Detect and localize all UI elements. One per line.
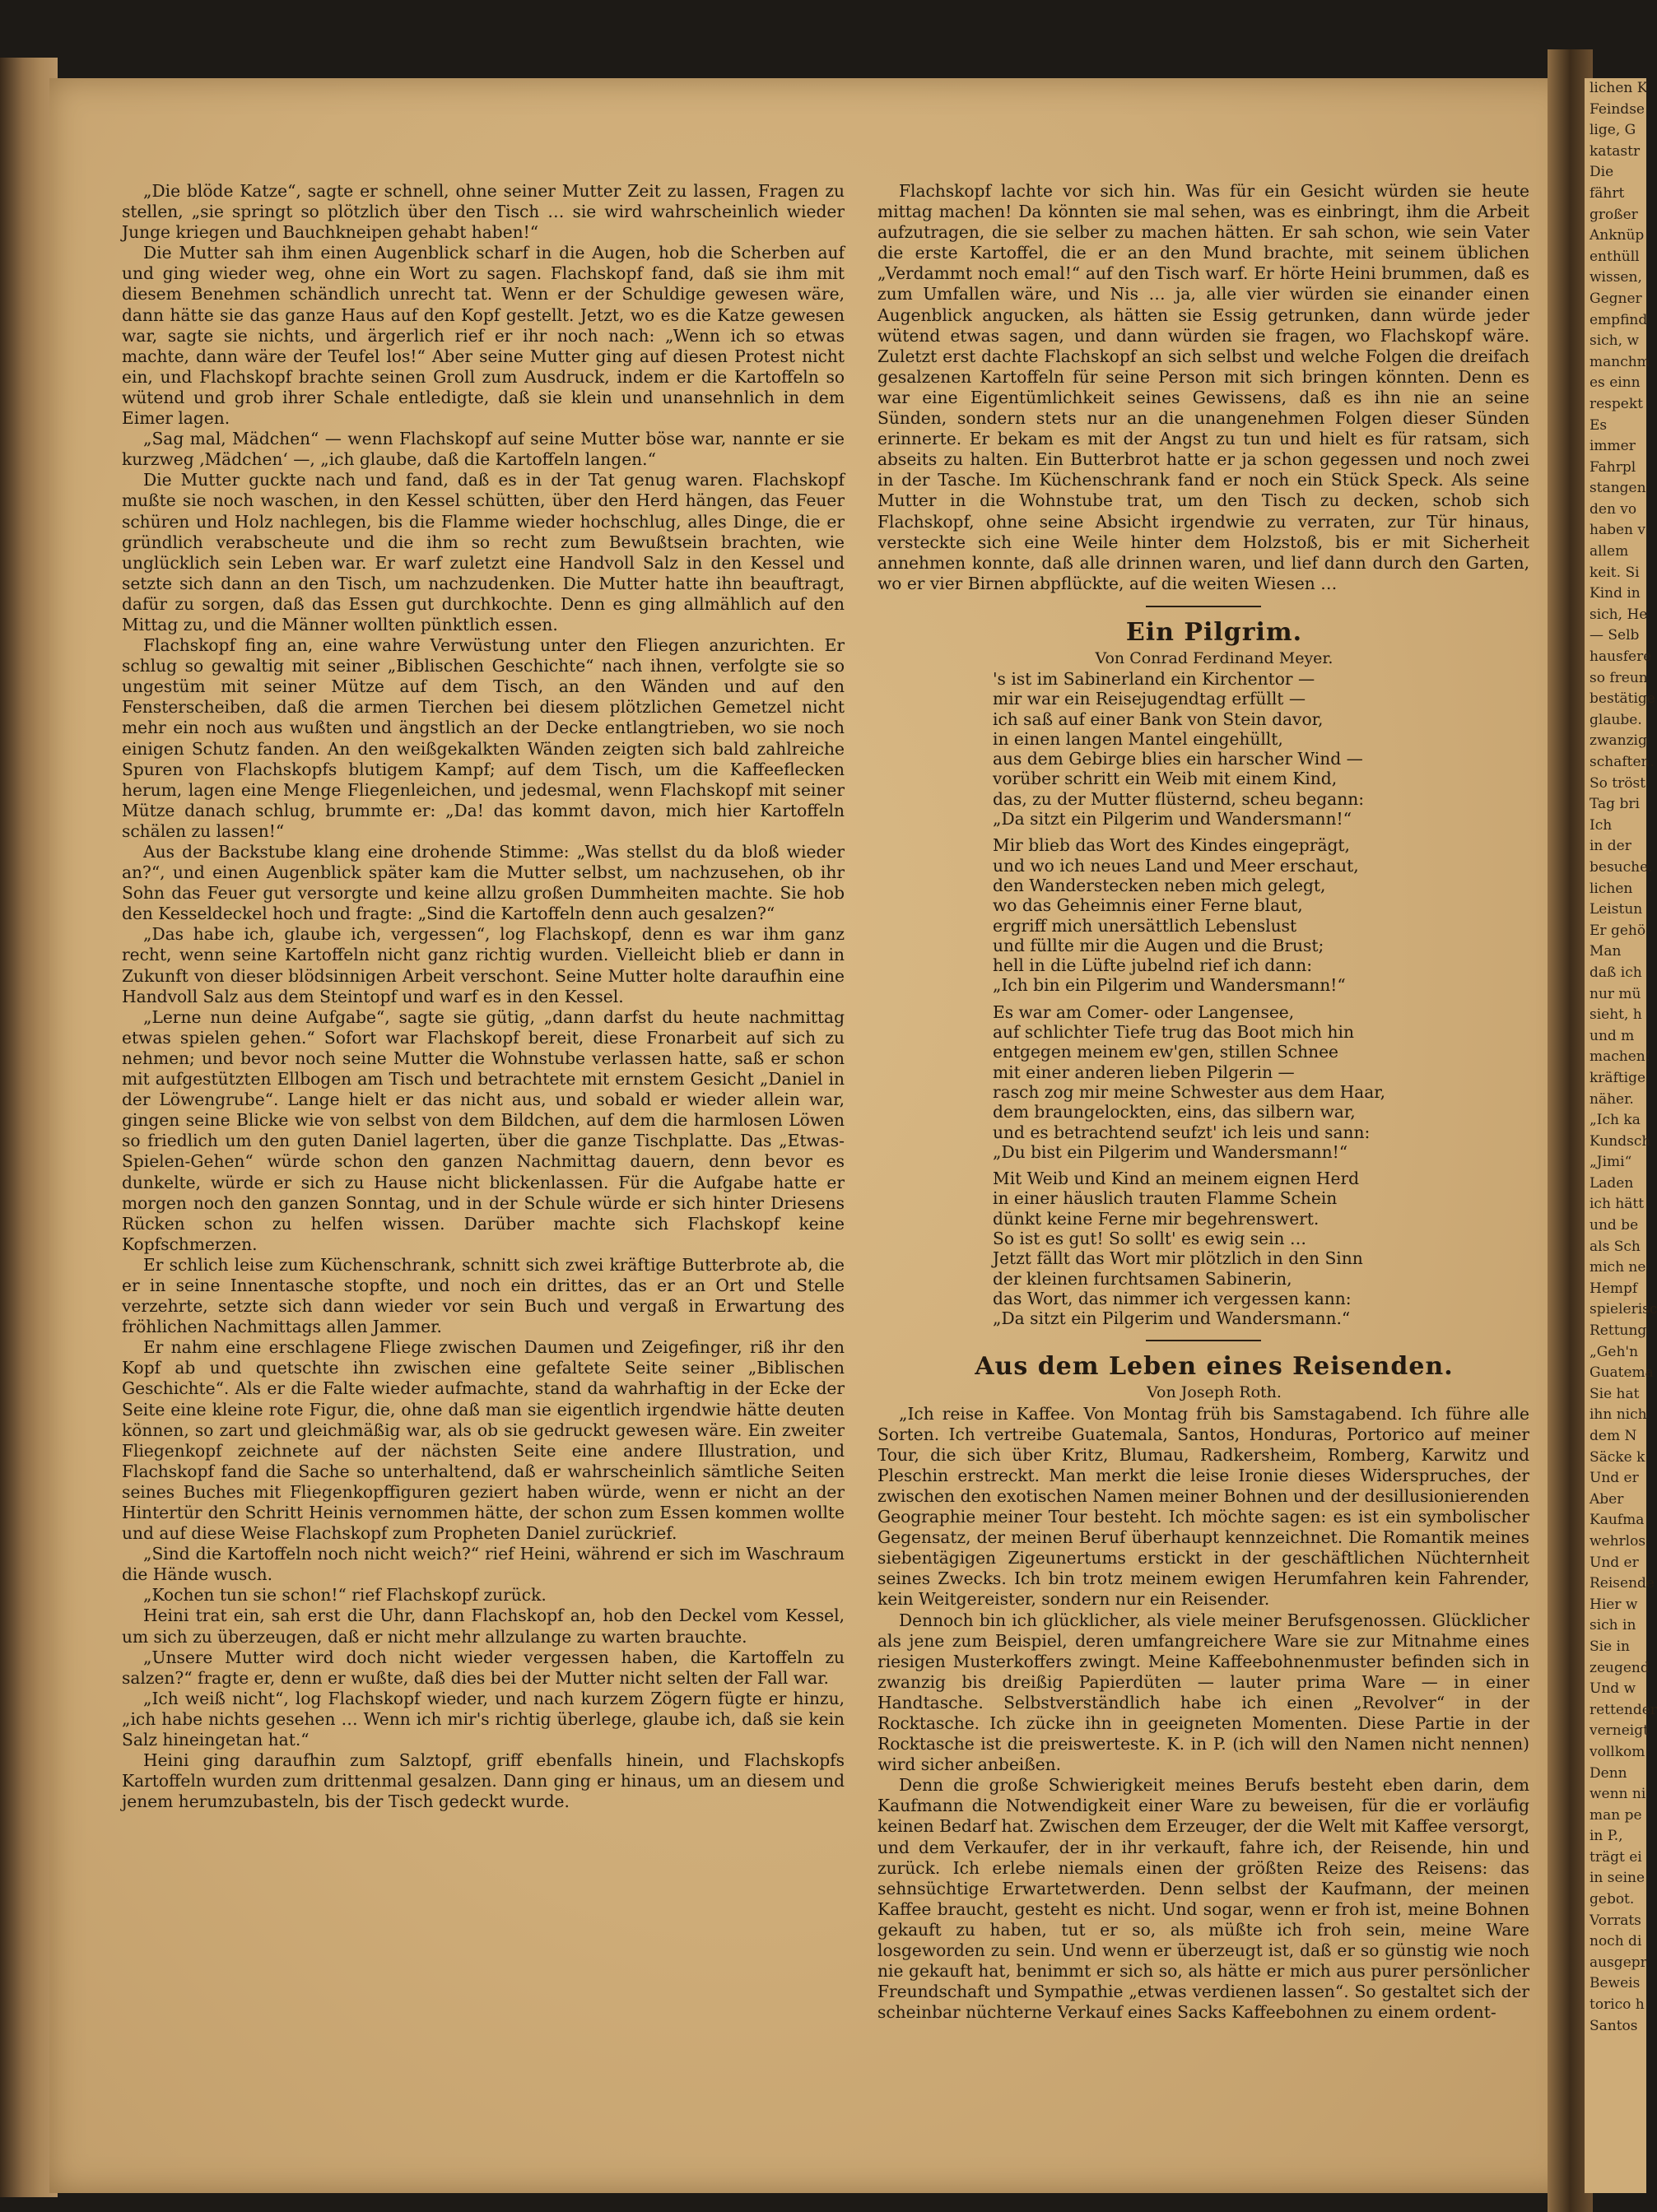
next-page-line: wehrlos: [1590, 1532, 1646, 1550]
poem-byline: Von Conrad Ferdinand Meyer.: [1095, 648, 1334, 667]
next-page-line: fährt: [1590, 184, 1625, 202]
separator-rule: [1146, 606, 1261, 607]
poem-line: Jetzt fällt das Wort mir plötzlich in den Sinn: [993, 1248, 1363, 1269]
poem-stanza: [993, 669, 1529, 829]
poem-line: und füllte mir die Augen und die Brust;: [993, 935, 1324, 955]
next-page-line: lichen: [1590, 880, 1633, 897]
next-page-line: Tag bri: [1590, 796, 1640, 813]
next-page-line: Rettung: [1590, 1322, 1647, 1340]
next-page-line: daß ich: [1590, 964, 1642, 981]
next-page-line: Und w: [1590, 1680, 1636, 1698]
next-page-line: kräftige: [1590, 1069, 1646, 1086]
next-page-line: Beweis: [1590, 1975, 1641, 1992]
poem-line: 's ist im Sabinerland ein Kirchentor —: [993, 668, 1315, 689]
next-page-line: keit. Si: [1590, 564, 1640, 581]
next-page-line: Guatema: [1590, 1364, 1654, 1382]
paragraph: „Kochen tun sie schon!“ rief Flachskopf zurück.: [143, 1585, 547, 1606]
next-page-line: und be: [1590, 1217, 1639, 1234]
poem-line: Mir blieb das Wort des Kindes eingeprägt,: [993, 835, 1350, 856]
paragraph: Flachskopf fing an, eine wahre Verwüstung unter den Fliegen anzurichten. Er schlug so gewaltig mit seiner „Biblischen Geschichte“ nach ihnen, verfolgte sie so ungestüm mit seiner Mütze auf dem Tisch, an den Wänden und auf den Fensterscheiben, daß die armen Tierchen bei diesem plötzlichen Gemetzel nicht mehr ein noch aus wußten und ängstlich an der Decke entlangtrieben, wo sie noch einigen Schutz fanden. An den weißgekalkten Wänden zeigten sich bald zahlreiche Spuren von Flachskopfs blutigem Kampf; auf dem Tisch, um die Kaffeeflecken herum, lagen eine Menge Fliegenleichen, und jedesmal, wenn Flachskopf mit seiner Mütze danach schlug, brummte er: „Da! das kommt davon, mich hier Kartoffeln schälen zu lassen!“: [122, 635, 845, 841]
next-page-line: sich in: [1590, 1617, 1636, 1634]
paragraph: „Sag mal, Mädchen“ — wenn Flachskopf auf seine Mutter böse war, nannte er sie kurzweg ‚Mädchen‘ —, „ich glaube, daß die Kartoffeln langen.“: [122, 429, 845, 470]
next-page-line: hausfere: [1590, 648, 1652, 666]
paragraph: Heini trat ein, sah erst die Uhr, dann Flachskopf an, hob den Deckel vom Kessel, um sich zu überzeugen, daß er nicht mehr allzulange zu warten brauchte.: [122, 1606, 845, 1647]
next-page-line: zeugend: [1590, 1659, 1650, 1676]
next-page-line: ich hätt: [1590, 1196, 1645, 1213]
column-right: [877, 181, 1529, 2023]
next-page-line: respekt: [1590, 395, 1643, 412]
next-page-line: Laden: [1590, 1174, 1634, 1192]
next-page-line: sich, He: [1590, 606, 1648, 623]
next-page-line: näher.: [1590, 1090, 1634, 1108]
next-page-line: Leistun: [1590, 901, 1643, 918]
next-page-line: Sie hat: [1590, 1385, 1640, 1402]
poem-line: Mit Weib und Kind an meinem eignen Herd: [993, 1169, 1360, 1189]
next-page-line: immer: [1590, 438, 1636, 455]
next-page-line: noch di: [1590, 1933, 1642, 1950]
next-page-line: großer: [1590, 206, 1638, 223]
next-page-line: Kundsch: [1590, 1132, 1651, 1150]
next-page-line: Die: [1590, 164, 1614, 181]
poem-line: Es war am Comer- oder Langensee,: [993, 1001, 1295, 1022]
paragraph: Aus der Backstube klang eine drohende Stimme: „Was stellst du da bloß wieder an?“, und einen Augenblick später kam die Mutter selbst, um nachzusehen, ob ihr Sohn das Feuer gut versorgte und keine allzu großen Dummheiten machte. Sie hob den Kesseldeckel hoch und fragte: „Sind die Kartoffeln denn auch gesalzen?“: [122, 842, 845, 924]
poem-line: und wo ich neues Land und Meer erschaut,: [993, 855, 1359, 876]
next-page-line: es einn: [1590, 374, 1641, 392]
next-page-line: lige, G: [1590, 122, 1636, 139]
next-page-line: „Ich ka: [1590, 1112, 1641, 1129]
paragraph: „Die blöde Katze“, sagte er schnell, ohne seiner Mutter Zeit zu lassen, Fragen zu stellen, „sie springt so plötzlich über den Tisch … sie wird wahrscheinlich wieder Junge kriegen und Bauchkneipen gehabt haben!“: [122, 181, 845, 243]
next-page-line: allem: [1590, 543, 1629, 560]
next-page-line: — Selb: [1590, 627, 1640, 644]
next-page-line: „Geh'n: [1590, 1343, 1639, 1360]
poem-line: „Da sitzt ein Pilgerim und Wandersmann!“: [993, 809, 1352, 830]
next-page-line: ausgepr: [1590, 1954, 1647, 1971]
next-page-line: besuche.: [1590, 858, 1653, 876]
poem-line: das Wort, das nimmer ich vergessen kann:: [993, 1288, 1352, 1308]
next-page-line: Säcke k: [1590, 1448, 1645, 1466]
paragraph: Dennoch bin ich glücklicher, als viele meiner Berufsgenossen. Glücklicher als jene zum Beispiel, deren umfangreichere Ware sie zur Mitnahme eines riesigen Musterkoffers zwingt. Meine Kaffeebohnenmuster befinden sich in zwanzig bis dreißig Papierdüten — lauter prima Ware — in einer Handtasche. Selbstverständlich habe ich einen „Revolver“ in der Rocktasche. Ich zücke ihn in geeigneten Momenten. Diese Partie in der Rocktasche ist die preiswerteste. K. in P. (ich will den Namen nicht nennen) wird sicher anbeißen.: [877, 1610, 1529, 1775]
next-page-line: vollkom: [1590, 1743, 1645, 1760]
next-page-line: in seine: [1590, 1870, 1645, 1887]
poem-line: „Du bist ein Pilgerim und Wandersmann!“: [993, 1141, 1348, 1162]
poem-line: hell in die Lüfte jubelnd rief ich dann:: [993, 955, 1313, 976]
next-page-line: so freun: [1590, 669, 1648, 686]
next-page-line: Man: [1590, 943, 1622, 960]
next-page-line: bestätige: [1590, 690, 1655, 708]
next-page-line: dem N: [1590, 1428, 1637, 1444]
next-page-line: empfind: [1590, 311, 1648, 328]
poem-title: Ein Pilgrim.: [1125, 617, 1303, 647]
next-page-line: manchm: [1590, 353, 1650, 370]
next-page-line: lichen K: [1590, 80, 1648, 96]
next-page-line: in der: [1590, 838, 1631, 855]
poem-line: mir war ein Reisejugendtag erfüllt —: [993, 689, 1306, 709]
next-page-fragment: [1585, 78, 1657, 2193]
paragraph: Denn die große Schwierigkeit meines Berufs besteht eben darin, dem Kaufmann die Notwendigkeit einer Ware zu beweisen, für die er vorläufig keinen Bedarf hat. Zwischen dem Erzeuger, der die Welt mit Kaffee versorgt, und dem Verkaufer, der in ihr verkauft, fahre ich, der Reisende, hin und zurück. Ich erlebe niemals einen der größten Reize des Reisens: das sehnsüchtige Erwartetwerden. Denn selbst der Kaufmann, der meinen Kaffee braucht, gesteht es nicht. Und sogar, wenn er froh ist, meine Bohnen gekauft zu haben, tut er so, als müßte ich froh sein, meine Ware losgeworden zu sein. Und wenn er überzeugt ist, daß er so günstig wie noch nie gekauft hat, benimmt er sich so, als hätte er mich aus purer persönlicher Freundschaft und Sympathie „etwas verdienen lassen“. So gestaltet sich der scheinbar nüchterne Verkauf eines Sacks Kaffeebohnen zu einem ordent-: [877, 1775, 1529, 2023]
next-page-line: verneigt: [1590, 1722, 1649, 1740]
next-page-line: stangen: [1590, 480, 1646, 497]
next-page-line: Er gehö: [1590, 922, 1646, 939]
poem-line: mit einer anderen lieben Pilgerin —: [993, 1062, 1295, 1082]
next-page-line: enthüll: [1590, 248, 1640, 265]
next-page-line: den vo: [1590, 500, 1637, 518]
poem-line: wo das Geheimnis einer Ferne blaut,: [993, 895, 1303, 916]
next-page-line: wissen,: [1590, 269, 1642, 286]
next-page-line: als Sch: [1590, 1238, 1641, 1255]
next-page-line: spielerisc: [1590, 1301, 1657, 1318]
poem-line: der kleinen furchtsamen Sabinerin,: [993, 1268, 1292, 1289]
next-page-line: Sie in: [1590, 1638, 1630, 1655]
next-page-line: „Jimi“: [1590, 1154, 1632, 1171]
next-page-line: Fahrpl: [1590, 458, 1636, 476]
paragraph: „Sind die Kartoffeln noch nicht weich?“ rief Heini, während er sich im Waschraum die Hände wusch.: [122, 1544, 845, 1585]
column-left: [122, 181, 845, 1812]
poem-line: entgegen meinem ew'gen, stillen Schnee: [993, 1042, 1338, 1062]
next-page-line: schaften.: [1590, 754, 1655, 770]
poem-body: [877, 669, 1529, 1329]
poem-line: „Ich bin ein Pilgerim und Wandersmann!“: [993, 975, 1346, 996]
next-page-line: machen!: [1590, 1048, 1651, 1066]
poem-line: „Da sitzt ein Pilgerim und Wandersmann.“: [993, 1308, 1351, 1329]
next-page-line: Gegner: [1590, 290, 1642, 307]
paragraph: Die Mutter guckte nach und fand, daß es in der Tat genug waren. Flachskopf mußte sie noch waschen, in den Kessel schütten, über den Herd hängen, das Feuer schüren und Holz nachlegen, bis die Flamme wieder hochschlug, alles Dinge, die er gründlich verabscheute und die ihm so recht zum Bewußtsein brachten, wie unglücklich sein Leben war. Er warf zuletzt eine Handvoll Salz in den Kessel und setzte sich dann an den Tisch, um nachzudenken. Die Mutter hatte ihn beauftragt, dafür zu sorgen, daß das Essen gut durchkochte. Denn es ging allmählich auf den Mittag zu, und die Männer wollten pünktlich essen.: [122, 470, 845, 634]
next-page-line: So tröst: [1590, 774, 1646, 792]
next-page-line: Aber: [1590, 1490, 1624, 1508]
poem-stanza: [993, 1002, 1529, 1162]
paragraph: Die Mutter sah ihm einen Augenblick scharf in die Augen, hob die Scherben auf und ging wieder weg, ohne ein Wort zu sagen. Flachskopf fand, daß sie ihm mit diesem Benehmen schändlich unrecht tat. Wenn er der Schuldige gewesen wäre, dann hätte sie das ganze Haus auf den Kopf gestellt. Jetzt, wo es die Katze gewesen war, sagte sie nichts, und ärgerlich rief er ihr noch nach: „Wenn ich so etwas machte, dann wäre der Teufel los!“ Aber seine Mutter ging auf diesen Protest nicht ein, und Flachskopf brachte seinen Groll zum Ausdruck, indem er die Kartoffeln so wütend und grob ihrer Schale entledigte, daß sie klein und unansehnlich in dem Eimer lagen.: [122, 243, 845, 429]
poem-line: das, zu der Mutter flüsternd, scheu begann:: [993, 788, 1365, 809]
next-page-line: nur mü: [1590, 985, 1641, 1002]
next-page-line: zwanzig: [1590, 732, 1647, 750]
poem-line: aus dem Gebirge blies ein harscher Wind —: [993, 749, 1363, 769]
next-page-line: haben v: [1590, 522, 1645, 539]
next-page-line: und m: [1590, 1027, 1635, 1044]
next-page-line: Kaufma: [1590, 1512, 1645, 1529]
next-page-line: ihn nich: [1590, 1406, 1647, 1424]
next-page-line: mich ne: [1590, 1259, 1646, 1276]
paragraph: „Lerne nun deine Aufgabe“, sagte sie gütig, „dann darfst du heute nachmittag etwas spielen gehen.“ Sofort war Flachskopf bereit, diese Fronarbeit auf sich zu nehmen; und bevor noch seine Mutter die Wohnstube verlassen hatte, saß er schon mit aufgestützten Ellbogen am Tisch und betrachtete mit ernstem Gesicht „Daniel in der Löwengrube“. Lange hielt er das nicht aus, und sobald er wieder allein war, gingen seine Blicke wie von selbst von dem Bildchen, auf dem die harmlosen Löwen so friedlich um den guten Daniel lagerten, über die ganze Tischplatte. Das „Etwas-Spielen-Gehen“ würde schon den ganzen Nachmittag dauern, denn bevor es dunkelte, würde er sich zu Hause nicht blickenlassen. Für die Aufgabe hatte er morgen noch den ganzen Sonntag, und in der Schule würde er sich hinter Driesens Rücken schon zu helfen wissen. Darüber machte sich Flachskopf keine Kopfschmerzen.: [122, 1006, 845, 1254]
next-page-line: Anknüp: [1590, 227, 1645, 244]
poem-line: So ist es gut! So sollt' es ewig sein …: [993, 1228, 1307, 1248]
paragraph: Er schlich leise zum Küchenschrank, schnitt sich zwei kräftige Butterbrote ab, die er in seine Innentasche stopfte, und noch ein drittes, das er an Ort und Stelle verzehrte, setzte sich dann wieder vor sein Buch und vergaß in Erwartung des fröhlichen Nachmittags allen Jammer.: [122, 1254, 845, 1337]
paragraph: „Das habe ich, glaube ich, vergessen“, log Flachskopf, denn es war ihm ganz recht, wenn seine Kartoffeln nicht ganz richtig wurden. Vielleicht blieb er dann in Zukunft von dieser blödsinnigen Arbeit verschont. Seine Mutter holte daraufhin eine Handvoll Salz aus dem Steintopf und warf es in den Kessel.: [122, 924, 845, 1006]
paragraph: Flachskopf lachte vor sich hin. Was für ein Gesicht würden sie heute mittag machen! Da könnten sie mal sehen, was es einbringt, ihm die Arbeit aufzutragen, die sie selber zu machen hätten. Er sah schon, wie sein Vater die erste Kartoffel, die er an den Mund brachte, mit seinem üblichen „Verdammt noch emal!“ auf den Tisch warf. Er hörte Heini brummen, daß es zum Umfallen wäre, und Nis … ja, alle vier würden sie einander einen Augenblick angucken, als hätten sie Essig getrunken, dann würde jeder wütend etwas sagen, und dann würden sie fragen, wo Flachskopf wäre. Zuletzt erst dachte Flachskopf an sich selbst und welche Folgen die dreifach gesalzenen Kartoffeln für seine Person mit sich bringen könnten. Denn es war eine Eigentümlichkeit seines Gewissens, daß es ihn nie an seine Sünden, sondern stets nur an die unangenehmen Folgen dieser Sünden erinnerte. Er bekam es mit der Angst zu tun und hielt es für ratsam, sich abseits zu halten. Ein Butterbrot hatte er ja schon gegessen und noch zwei in der Tasche. Im Küchenschrank fand er noch ein Stück Speck. Als seine Mutter in die Wohnstube trat, um den Tisch zu decken, schob sich Flachskopf, ohne seine Absicht irgendwie zu verraten, zur Tür hinaus, versteckte sich eine Weile hinter dem Holzstoß, bis er mit Sicherheit annehmen konnte, daß alle drinnen waren, und lief dann durch den Garten, wo er vier Birnen abpflückte, auf die weiten Wiesen …: [877, 181, 1529, 593]
poem-line: und es betrachtend seufzt' ich leis und sann:: [993, 1122, 1371, 1142]
next-page-line: rettender: [1590, 1701, 1657, 1718]
next-page-line: Kind in: [1590, 585, 1641, 602]
poem-line: auf schlichter Tiefe trug das Boot mich hin: [993, 1022, 1354, 1043]
separator-rule: [1146, 1340, 1261, 1341]
poem-line: dünkt keine Ferne mir begehrenswert.: [993, 1208, 1320, 1229]
next-page-line: Hier w: [1590, 1596, 1638, 1613]
article-byline: Von Joseph Roth.: [1147, 1383, 1282, 1402]
next-page-line: sich, w: [1590, 332, 1639, 350]
next-page-line: Ich: [1590, 816, 1613, 834]
next-page-line: Denn: [1590, 1764, 1627, 1782]
paragraph: „Ich reise in Kaffee. Von Montag früh bis Samstagabend. Ich führe alle Sorten. Ich vertreibe Guatemala, Santos, Honduras, Portorico auf meiner Tour, die sich über Kritz, Blumau, Radkersheim, Romberg, Karwitz und Pleschin erstreckt. Man merkt die leise Ironie dieses Widerspruches, der zwischen den exotischen Namen meiner Bohnen und der desillusionierenden Geographie meiner Tour besteht. Ich möchte sagen: es ist ein symbolischer Gegensatz, der meinen Beruf überhaupt kennzeichnet. Die Romantik meines siebentägigen Zigeunertums erstickt in der geschäftlichen Nüchternheit seines Zwecks. Ich bin trotz meinem ewigen Herumfahren kein Fahrender, kein Weitgereister, sondern nur ein Reisender.: [877, 1403, 1529, 1610]
next-page-line: Santos: [1590, 2017, 1638, 2034]
next-page-line: Hempf: [1590, 1280, 1638, 1297]
poem-line: vorüber schritt ein Weib mit einem Kind,: [993, 769, 1338, 789]
next-page-line: katastr: [1590, 142, 1641, 160]
next-page-line: Und er: [1590, 1554, 1639, 1571]
poem-stanza: [993, 835, 1529, 995]
poem-line: den Wanderstecken neben mich gelegt,: [993, 875, 1326, 895]
paragraph: „Ich weiß nicht“, log Flachskopf wieder, und nach kurzem Zögern fügte er hinzu, „ich habe nichts gesehen … Wenn ich mir's richtig überlege, glaube ich, daß sie kein Salz hineingetan hat.“: [122, 1688, 845, 1750]
next-page-line: glaube.: [1590, 711, 1642, 728]
paragraph: „Unsere Mutter wird doch nicht wieder vergessen haben, die Kartoffeln zu salzen?“ fragte er, denn er wußte, daß dies bei der Mutter nicht selten der Fall war.: [122, 1647, 845, 1688]
next-page-line: man pe: [1590, 1806, 1642, 1824]
poem-line: dem braungelockten, eins, das silbern war,: [993, 1102, 1356, 1122]
story-continuation: [877, 181, 1529, 594]
poem-line: rasch zog mir meine Schwester aus dem Haar,: [993, 1081, 1386, 1102]
poem-line: in einer häuslich trauten Flamme Schein: [993, 1188, 1338, 1209]
next-page-line: in P.,: [1590, 1828, 1623, 1845]
paragraph: Er nahm eine erschlagene Fliege zwischen Daumen und Zeigefinger, riß ihr den Kopf ab und quetschte ihn zwischen eine gefaltete Seite seiner „Biblischen Geschichte“. Als er die Falte wieder aufmachte, stand da wahrhaftig in der Ecke der Seite eine kleine rote Figur, die, ohne daß man sie eigentlich irgendwie hätte deuten können, so zart und gleichmäßig war, als ob sie gedruckt gewesen wäre. Ein zweiter Fliegenkopf zeichnete auf der nächsten Seite eine andere Illustration, und Flachskopf fand die Sache so unterhaltend, daß er wahrscheinlich sämtliche Seiten seines Buches mit Fliegenkopffiguren geziert haben würde, wenn er nicht an der Hintertür den Schritt Heinis vernommen hätte, der schon zum Essen kommen wollte und auf diese Weise Flachskopf zum Propheten Daniel zurückrief.: [122, 1337, 845, 1544]
article-title: Aus dem Leben eines Reisenden.: [975, 1352, 1454, 1382]
poem-line: in einen langen Mantel eingehüllt,: [993, 728, 1283, 749]
poem-stanza: [993, 1169, 1529, 1328]
next-page-line: wenn ni: [1590, 1786, 1646, 1803]
next-page-line: gebot.: [1590, 1891, 1635, 1908]
next-page-line: Es: [1590, 416, 1608, 434]
next-page-line: Vorrats: [1590, 1912, 1641, 1929]
paragraph: Heini ging daraufhin zum Salztopf, griff ebenfalls hinein, und Flachskopfs Kartoffeln wurden zum drittenmal gesalzen. Dann ging er hinaus, um an diesem und jenem herumzubasteln, bis der Tisch gedeckt wurde.: [122, 1750, 845, 1812]
next-page-line: trägt ei: [1590, 1848, 1642, 1866]
next-page-line: Reisende: [1590, 1575, 1655, 1592]
article-body: [877, 1404, 1529, 2024]
next-page-line: torico h: [1590, 1996, 1645, 2014]
next-page-line: Und er: [1590, 1470, 1639, 1487]
poem-line: ergriff mich unersättlich Lebenslust: [993, 915, 1297, 936]
next-page-line: sieht, h: [1590, 1006, 1642, 1024]
poem-line: ich saß auf einer Bank von Stein davor,: [993, 709, 1324, 729]
next-page-line: Feindse: [1590, 100, 1645, 118]
